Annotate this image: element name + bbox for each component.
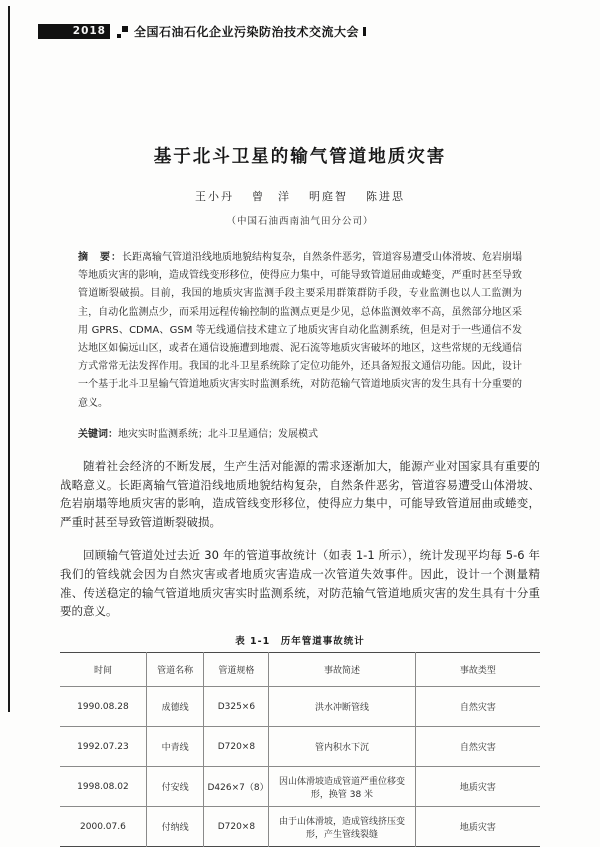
- year-badge: 2018: [38, 24, 110, 39]
- accident-statistics-table: [60, 652, 540, 847]
- col-header-pipeline-spec: 管道规格: [204, 653, 269, 687]
- cell-accident-desc: 管内积水下沉: [269, 727, 415, 767]
- cell-accident-type: 地质灾害: [459, 823, 496, 834]
- authors-line: [60, 188, 540, 204]
- abstract-label: 摘 要：: [78, 252, 122, 263]
- author-name: 王小丹: [195, 190, 234, 203]
- cell-accident-type: 地质灾害: [415, 767, 540, 807]
- cell-time: 2000.07.6: [60, 807, 146, 847]
- cell-accident-type: 自然灾害: [415, 687, 540, 727]
- cell-pipeline-spec: D325×6: [204, 687, 269, 727]
- col-header-accident-type: 事故类型: [415, 653, 540, 687]
- cell-pipeline-spec: D426×7（8）: [204, 767, 269, 807]
- abstract-text: 长距离输气管道沿线地质地貌结构复杂，自然条件恶劣，管道容易遭受山体滑坡、危岩崩塌等地质灾害的影响，造成管线变形移位，使得应力集中，可能导致管道屈曲或蜷变，严重时甚至导致管道断裂破损。目前，我国的地质灾害监测手段主要采用群策群防手段，专业监测也以人工监测为主，自动化监测点少，而采用远程传输控制的监测点更是少见，总体监测效率不高，虽然部分地区采用 GPRS、CDMA、GSM 等无线通信技术建立了地质灾害自动化监测系统，但是对于一些通信不发达地区如偏远山区，或者在通信设施遭到地震、泥石流等地质灾害破坏的地区，这些常规的无线通信方式常常无法发挥作用。我国的北斗卫星系统除了定位功能外，还具备短报文通信功能。因此，设计一个基于北斗卫星输气管道地质灾害实时监测系统，对防范输气管道地质灾害的发生具有十分重要的意义。: [78, 252, 522, 409]
- author-name: 陈进思: [366, 190, 405, 203]
- col-header-pipeline-name: 管道名称: [146, 653, 204, 687]
- abstract-paragraph: [78, 249, 522, 413]
- table-row: [60, 767, 540, 807]
- cell-time: 1998.08.02: [60, 767, 146, 807]
- author-name: 明庭智: [309, 190, 348, 203]
- cell-pipeline-name: 中青线: [146, 727, 204, 767]
- table-header-row: [60, 653, 540, 687]
- keywords-line: [78, 427, 522, 443]
- cell-pipeline-spec: D720×8: [204, 727, 269, 767]
- paper-title: 基于北斗卫星的输气管道地质灾害: [153, 147, 447, 167]
- table-row: [60, 727, 540, 767]
- cell-time: 1990.08.28: [60, 687, 146, 727]
- cell-accident-desc: 由于山体滑坡，造成管线挤压变形，产生管线裂缝: [269, 807, 415, 847]
- table-row: [60, 687, 540, 727]
- conference-name: 全国石油石化企业污染防治技术交流大会: [134, 25, 360, 39]
- cell-pipeline-name: 付纳线: [146, 807, 204, 847]
- table-row: [60, 807, 540, 847]
- paper-body: [60, 0, 540, 847]
- cell-pipeline-name: 付安线: [146, 767, 204, 807]
- cell-accident-desc: 因山体滑坡造成管道严重位移变形，换管 38 米: [269, 767, 415, 807]
- keywords-text: 地灾实时监测系统；北斗卫星通信；发展模式: [118, 428, 318, 440]
- cell-pipeline-spec: D720×8: [204, 807, 269, 847]
- col-header-accident-desc: 事故简述: [269, 653, 415, 687]
- body-paragraph: 回顾输气管道处过去近 30 年的管道事故统计（如表 1-1 所示），统计发现平均每 5-6 年我们的管线就会因为自然灾害或者地质灾害造成一次管道失效事件。因此，设计一个测量精准、传送稳定的输气管道地质灾害实时监测系统，对防范输气管道地质灾害的发生具有十分重要的意义。: [60, 548, 540, 619]
- cell-time: 1992.07.23: [60, 727, 146, 767]
- cell-pipeline-name: 成德线: [146, 687, 204, 727]
- keywords-label: 关键词：: [78, 428, 118, 440]
- cell-accident-type: 自然灾害: [415, 727, 540, 767]
- affiliation: （中国石油西南油气田分公司）: [226, 216, 374, 227]
- cell-accident-desc: 洪水冲断管线: [269, 687, 415, 727]
- author-name: 曾 洋: [252, 190, 291, 203]
- body-paragraph: 随着社会经济的不断发展，生产生活对能源的需求逐渐加大，能源产业对国家具有重要的战略意义。长距离输气管道沿线地质地貌结构复杂，自然条件恶劣，管道容易遭受山体滑坡、危岩崩塌等地质灾害的影响，造成管线变形移位，使得应力集中，可能导致管道屈曲或蜷变，严重时甚至导致管道断裂破损。: [60, 458, 540, 530]
- table-caption: 表 1-1 历年管道事故统计: [235, 636, 365, 648]
- col-header-time: 时间: [60, 653, 146, 687]
- scan-edge-line: [8, 6, 10, 712]
